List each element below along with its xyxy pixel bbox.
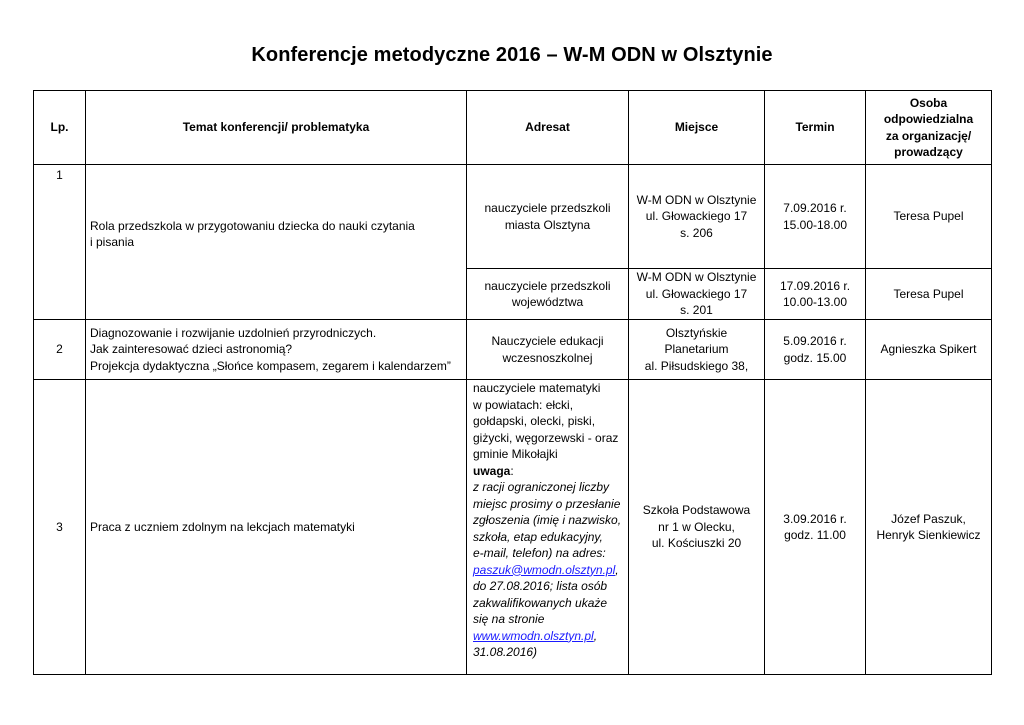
header-temat: Temat konferencji/ problematyka <box>86 91 467 165</box>
uwaga-label: uwaga <box>473 463 511 478</box>
email-link[interactable]: paszuk@wmodn.olsztyn.pl <box>473 562 616 577</box>
row-2-temat: Diagnozowanie i rozwijanie uzdolnień przyrodniczych. Jak zainteresować dzieci astronomią? Projekcja dydaktyczna „Słońce kompasem, zegarem i kalendarzem” <box>86 320 467 380</box>
row-2-osoba: Agnieszka Spikert <box>866 320 992 380</box>
row-1-session-2-miejsce: W-M ODN w Olsztynie ul. Głowackiego 17 s. 201 <box>629 269 765 320</box>
row-2-miejsce: Olsztyńskie Planetarium al. Piłsudskiego 38, <box>629 320 765 380</box>
row-1-session-1-miejsce: W-M ODN w Olsztynie ul. Głowackiego 17 s. 206 <box>629 165 765 269</box>
header-osoba: Osoba odpowiedzialna za organizację/ prowadzący <box>866 91 992 165</box>
header-termin: Termin <box>765 91 866 165</box>
website-link[interactable]: www.wmodn.olsztyn.pl <box>473 628 594 643</box>
header-lp: Lp. <box>34 91 86 165</box>
row-1-session-2-adresat: nauczyciele przedszkoli województwa <box>467 269 629 320</box>
conference-table <box>33 90 992 675</box>
table-row <box>34 380 992 675</box>
row-3-termin: 3.09.2016 r. godz. 11.00 <box>765 380 866 675</box>
row-2-adresat: Nauczyciele edukacji wczesnoszkolnej <box>467 320 629 380</box>
table-header-row <box>34 91 992 165</box>
row-1-session-1-osoba: Teresa Pupel <box>866 165 992 269</box>
row-1-lp: 1 <box>34 165 86 320</box>
header-adresat: Adresat <box>467 91 629 165</box>
row-1-session-1-termin: 7.09.2016 r. 15.00-18.00 <box>765 165 866 269</box>
row-2-termin: 5.09.2016 r. godz. 15.00 <box>765 320 866 380</box>
row-3-adresat: nauczyciele matematyki w powiatach: ełcki, gołdapski, olecki, piski, giżycki, węgorzewski - oraz gminie Mikołajki uwaga: z racji ograniczonej liczby miejsc prosimy o przesłanie zgłoszenia (imię i nazwisko, szkoła, etap edukacyjny, e-mail, telefon) na adres: paszuk@wmodn.olsztyn.pl, do 27.08.2016; lista osób zakwalifikowanych ukaże się na stronie www.wmodn.olsztyn.pl, 31.08.2016) <box>467 380 629 675</box>
header-miejsce: Miejsce <box>629 91 765 165</box>
table-row <box>34 165 992 269</box>
table-row <box>34 320 992 380</box>
row-3-lp: 3 <box>34 380 86 675</box>
page-title: Konferencje metodyczne 2016 – W-M ODN w Olsztynie <box>251 44 773 66</box>
row-3-miejsce: Szkoła Podstawowa nr 1 w Olecku, ul. Kościuszki 20 <box>629 380 765 675</box>
row-1-session-2-osoba: Teresa Pupel <box>866 269 992 320</box>
row-1-temat: Rola przedszkola w przygotowaniu dziecka do nauki czytania i pisania <box>86 165 467 320</box>
row-2-lp: 2 <box>34 320 86 380</box>
row-3-osoba: Józef Paszuk, Henryk Sienkiewicz <box>866 380 992 675</box>
row-1-session-2-termin: 17.09.2016 r. 10.00-13.00 <box>765 269 866 320</box>
row-3-temat: Praca z uczniem zdolnym na lekcjach matematyki <box>86 380 467 675</box>
row-1-session-1-adresat: nauczyciele przedszkoli miasta Olsztyna <box>467 165 629 269</box>
